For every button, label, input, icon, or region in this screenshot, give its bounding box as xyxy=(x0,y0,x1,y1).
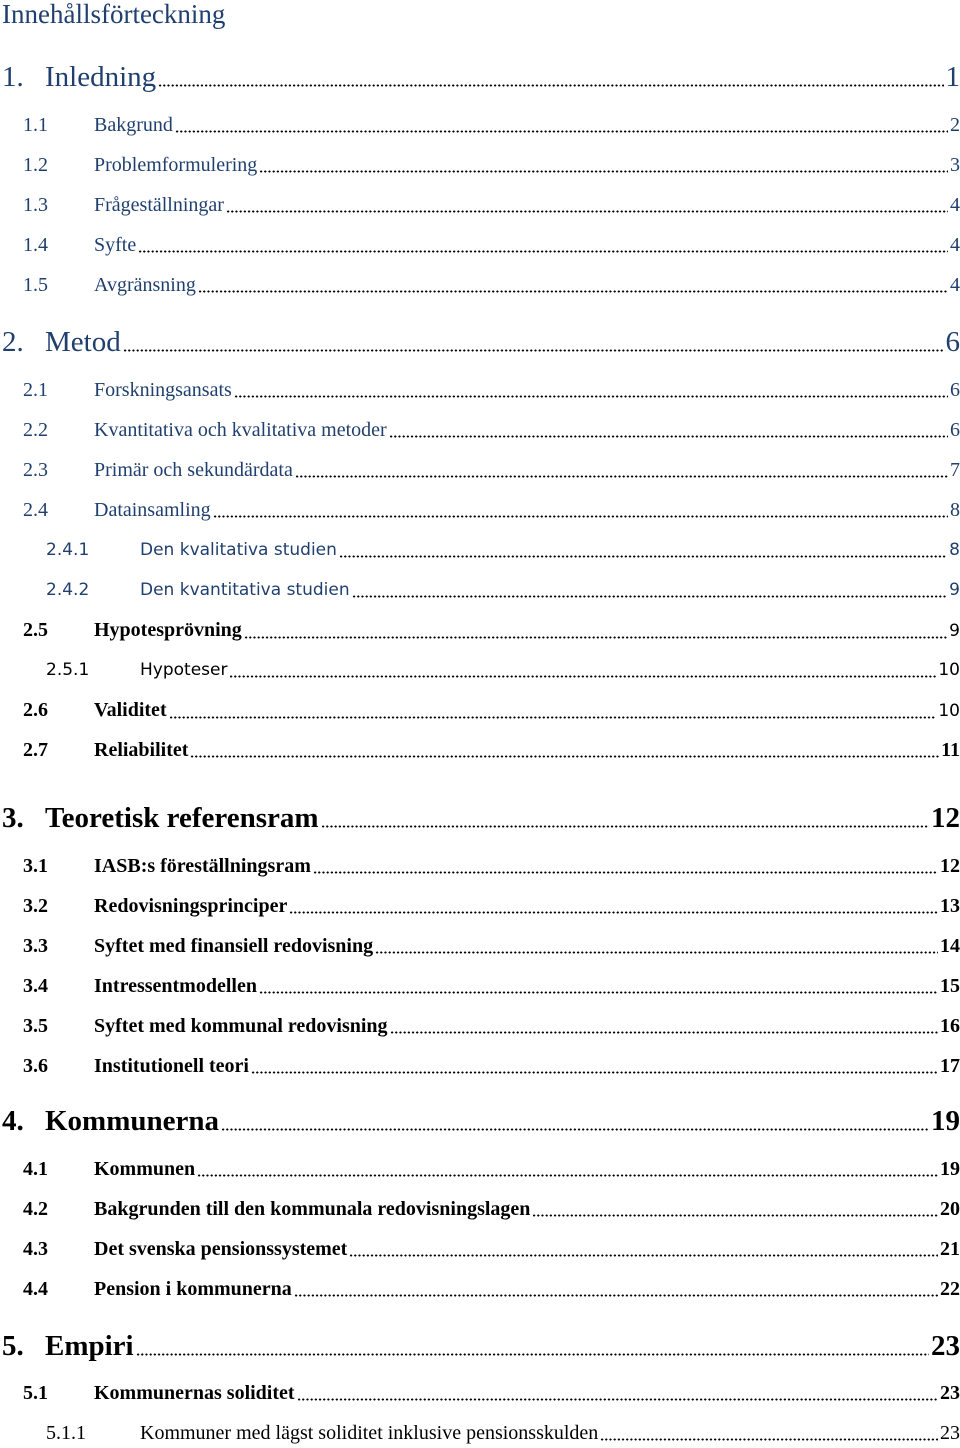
toc-page-number: 10 xyxy=(938,660,960,680)
dot-leader xyxy=(234,377,948,403)
toc-entry-title: Bakgrunden till den kommunala redovisningslagen xyxy=(94,1198,531,1220)
dot-leader xyxy=(251,1053,938,1079)
toc-section-entry[interactable] xyxy=(23,112,960,138)
toc-page-number: 9 xyxy=(949,621,960,641)
toc-page-number: 6 xyxy=(950,419,960,441)
toc-entry-title: Kommunernas soliditet xyxy=(94,1382,295,1404)
dot-leader xyxy=(221,1104,929,1138)
toc-entry-title: Hypotesprövning xyxy=(94,619,242,641)
toc-chapter-entry[interactable] xyxy=(2,1329,960,1363)
toc-entry-number: 4.1 xyxy=(23,1158,48,1180)
toc-entry-title: Problemformulering xyxy=(94,154,258,176)
toc-page-number: 2 xyxy=(950,114,960,136)
toc-entry-number: 5.1 xyxy=(23,1382,48,1404)
toc-section-entry[interactable] xyxy=(46,1420,960,1446)
toc-section-entry[interactable] xyxy=(23,893,960,919)
toc-entry-number: 2.7 xyxy=(23,739,48,761)
dot-leader xyxy=(339,537,947,563)
toc-entry-number: 5.1.1 xyxy=(46,1422,86,1444)
toc-entry-number: 1.5 xyxy=(23,274,48,296)
toc-entry-title: Datainsamling xyxy=(94,499,211,521)
toc-section-entry[interactable] xyxy=(23,377,960,403)
toc-entry-title: Det svenska pensionssystemet xyxy=(94,1238,348,1260)
toc-entry-number: 3.4 xyxy=(23,975,48,997)
dot-leader xyxy=(600,1420,938,1446)
toc-page-number: 4 xyxy=(950,234,960,256)
toc-entry-title: IASB:s föreställningsram xyxy=(94,855,311,877)
toc-page-number: 8 xyxy=(950,499,960,521)
toc-section-entry[interactable] xyxy=(23,1236,960,1262)
dot-leader xyxy=(295,457,948,483)
toc-entry-number: 2.4.2 xyxy=(46,580,90,600)
toc-entry-number: 1.1 xyxy=(23,114,48,136)
dot-leader xyxy=(197,1156,938,1182)
dot-leader xyxy=(136,1329,929,1363)
toc-entry-title: Kommuner med lägst soliditet inklusive pensionsskulden xyxy=(140,1422,599,1444)
toc-entry-title: Forskningsansats xyxy=(94,379,232,401)
dot-leader xyxy=(158,60,943,94)
toc-entry-title: Pension i kommunerna xyxy=(94,1278,292,1300)
toc-page-number: 4 xyxy=(950,274,960,296)
toc-entry-title: Inledning xyxy=(45,61,157,93)
toc-entry-title: Hypoteser xyxy=(140,660,228,680)
dot-leader xyxy=(244,617,947,644)
toc-entry-number: 1.4 xyxy=(23,234,48,256)
toc-entry-title: Institutionell teori xyxy=(94,1055,249,1077)
dot-leader xyxy=(389,417,948,443)
toc-section-entry[interactable] xyxy=(23,933,960,959)
toc-entry-title: Redovisningsprinciper xyxy=(94,895,288,917)
toc-entry-number: 2.2 xyxy=(23,419,48,441)
toc-page-number: 22 xyxy=(940,1278,960,1300)
dot-leader xyxy=(229,657,936,683)
dot-leader xyxy=(259,973,938,999)
toc-chapter-entry[interactable] xyxy=(2,325,960,359)
toc-section-entry[interactable] xyxy=(23,973,960,999)
dot-leader xyxy=(349,1236,938,1262)
toc-entry-title: Metod xyxy=(45,326,121,358)
toc-page-number: 6 xyxy=(950,379,960,401)
toc-section-entry[interactable] xyxy=(23,497,960,523)
dot-leader xyxy=(532,1196,938,1222)
toc-page-number: 23 xyxy=(940,1422,960,1444)
toc-entry-number: 2.6 xyxy=(23,699,48,721)
toc-entry-title: Kommunerna xyxy=(45,1105,219,1137)
toc-page-number: 19 xyxy=(931,1105,960,1137)
toc-entry-number: 2.4 xyxy=(23,499,48,521)
dot-leader xyxy=(313,853,938,879)
toc-entry-number: 1.3 xyxy=(23,194,48,216)
toc-page-number: 1 xyxy=(945,61,960,93)
dot-leader xyxy=(175,112,948,138)
page-title: Innehållsförteckning xyxy=(2,0,226,29)
toc-section-entry[interactable] xyxy=(23,1196,960,1222)
toc-entry-number: 3.6 xyxy=(23,1055,48,1077)
toc-section-entry[interactable] xyxy=(23,1276,960,1302)
toc-entry-number: 2.3 xyxy=(23,459,48,481)
toc-entry-title: Syftet med finansiell redovisning xyxy=(94,935,374,957)
toc-page-number: 23 xyxy=(931,1330,960,1362)
toc-page-number: 15 xyxy=(940,975,960,997)
toc-entry-number: 3. xyxy=(2,802,24,834)
toc-section-entry[interactable] xyxy=(23,737,960,763)
toc-section-entry[interactable] xyxy=(23,853,960,879)
toc-section-entry[interactable] xyxy=(23,1013,960,1039)
toc-section-entry[interactable] xyxy=(46,577,960,603)
dot-leader xyxy=(169,697,937,724)
toc-page-number: 20 xyxy=(940,1198,960,1220)
toc-entry-title: Syfte xyxy=(94,234,137,256)
toc-section-entry[interactable] xyxy=(23,617,960,644)
toc-page-number: 10 xyxy=(938,701,960,721)
toc-entry-number: 1. xyxy=(2,61,24,93)
toc-chapter-entry[interactable] xyxy=(2,801,960,835)
toc-entry-number: 2.5.1 xyxy=(46,660,90,680)
toc-page-number: 19 xyxy=(940,1158,960,1180)
toc-entry-title: Intressentmodellen xyxy=(94,975,257,997)
toc-section-entry[interactable] xyxy=(23,1380,960,1406)
toc-page-number: 8 xyxy=(949,540,960,560)
toc-entry-title: Frågeställningar xyxy=(94,194,224,216)
toc-entry-number: 2.1 xyxy=(23,379,48,401)
toc-entry-title: Kvantitativa och kvalitativa metoder xyxy=(94,419,387,441)
toc-page-number: 21 xyxy=(940,1238,960,1260)
toc-section-entry[interactable] xyxy=(23,1053,960,1079)
toc-entry-title: Den kvalitativa studien xyxy=(140,540,337,560)
toc-page-number: 16 xyxy=(940,1015,960,1037)
dot-leader xyxy=(297,1380,938,1406)
toc-entry-number: 4. xyxy=(2,1105,24,1137)
dot-leader xyxy=(259,152,948,178)
toc-section-entry[interactable] xyxy=(23,457,960,483)
toc-entry-title: Avgränsning xyxy=(94,274,196,296)
toc-section-entry[interactable] xyxy=(46,657,960,683)
toc-entry-number: 2. xyxy=(2,326,24,358)
dot-leader xyxy=(138,232,948,258)
toc-entry-title: Validitet xyxy=(94,699,167,721)
toc-page-number: 12 xyxy=(940,855,960,877)
toc-page-number: 17 xyxy=(940,1055,960,1077)
toc-entry-number: 3.3 xyxy=(23,935,48,957)
dot-leader xyxy=(198,272,948,298)
toc-entry-title: Reliabilitet xyxy=(94,739,189,761)
dot-leader xyxy=(352,577,948,603)
dot-leader xyxy=(375,933,938,959)
toc-page-number: 9 xyxy=(949,580,960,600)
toc-entry-number: 3.5 xyxy=(23,1015,48,1037)
toc-entry-number: 2.4.1 xyxy=(46,540,90,560)
dot-leader xyxy=(289,893,938,919)
toc-section-entry[interactable] xyxy=(46,537,960,563)
toc-page-number: 6 xyxy=(945,326,960,358)
dot-leader xyxy=(123,325,944,359)
toc-entry-number: 5. xyxy=(2,1330,24,1362)
toc-section-entry[interactable] xyxy=(23,697,960,724)
toc-entry-number: 4.2 xyxy=(23,1198,48,1220)
toc-chapter-entry[interactable] xyxy=(2,60,960,94)
toc-entry-title: Teoretisk referensram xyxy=(45,802,319,834)
dot-leader xyxy=(226,192,948,218)
toc-section-entry[interactable] xyxy=(23,232,960,258)
toc-entry-title: Primär och sekundärdata xyxy=(94,459,293,481)
toc-page-number: 4 xyxy=(950,194,960,216)
dot-leader xyxy=(294,1276,938,1302)
toc-entry-number: 1.2 xyxy=(23,154,48,176)
toc-entry-title: Syftet med kommunal redovisning xyxy=(94,1015,388,1037)
dot-leader xyxy=(190,737,939,763)
toc-entry-number: 4.4 xyxy=(23,1278,48,1300)
toc-section-entry[interactable] xyxy=(23,417,960,443)
toc-entry-title: Kommunen xyxy=(94,1158,196,1180)
toc-entry-title: Bakgrund xyxy=(94,114,173,136)
dot-leader xyxy=(321,801,929,835)
toc-entry-number: 4.3 xyxy=(23,1238,48,1260)
dot-leader xyxy=(390,1013,938,1039)
toc-page-number: 23 xyxy=(940,1382,960,1404)
toc-page-number: 12 xyxy=(931,802,960,834)
dot-leader xyxy=(213,497,948,523)
toc-section-entry[interactable] xyxy=(23,152,960,178)
toc-entry-title: Den kvantitativa studien xyxy=(140,580,350,600)
toc-chapter-entry[interactable] xyxy=(2,1104,960,1138)
toc-page-number: 13 xyxy=(940,895,960,917)
toc-page-number: 14 xyxy=(940,935,960,957)
toc-entry-number: 3.1 xyxy=(23,855,48,877)
toc-entry-title: Empiri xyxy=(45,1330,134,1362)
toc-page-number: 3 xyxy=(950,154,960,176)
toc-section-entry[interactable] xyxy=(23,192,960,218)
toc-entry-number: 3.2 xyxy=(23,895,48,917)
toc-page-number: 11 xyxy=(941,739,960,761)
toc-section-entry[interactable] xyxy=(23,1156,960,1182)
toc-page-number: 7 xyxy=(950,459,960,481)
toc-section-entry[interactable] xyxy=(23,272,960,298)
toc-entry-number: 2.5 xyxy=(23,619,48,641)
